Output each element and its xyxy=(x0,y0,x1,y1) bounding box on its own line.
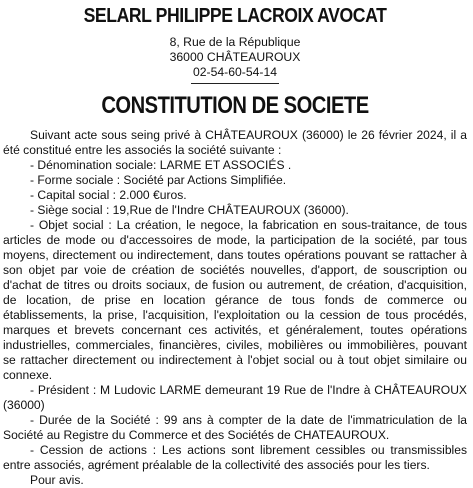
capital-item: - Capital social : 2.000 €uros. xyxy=(30,188,187,202)
address-street: 8, Rue de la République xyxy=(169,35,301,49)
siege-item: - Siège social : 19,Rue de l'Indre CHÂTEAUROUX (36000). xyxy=(30,203,349,217)
duree-item: - Durée de la Société : 99 ans à compter de la date de l'immatriculation de la Société au Registre du Commerce et des Sociétés de CHATEAUROUX. xyxy=(3,413,467,442)
objet-item: - Objet social : La création, le negoce, la fabrication en sous-traitance, de tous articles de mode ou d'accessoires de mode, la participation de la société, par tous moyens, directement ou indirectement, dans toutes opérations pouvant se rattacher à son objet par voie de création de sociétés nouvelles, d'apport, de souscription ou d'achat de titres ou droits sociaux, de fusion ou autrement, de création, d'acquisition, de location, de prise en location gérance de tous fonds de commerce ou établissements, la prise, l'acquisition, l'exploitation ou la cession de tous procédés, marques et brevets concernant ces activités, et généralement, toutes opérations industrielles, commerciales, financières, civiles, mobilières ou immobilières, pouvant se rattacher directement ou indirectement à l'objet social ou à tout objet similaire ou connexe. xyxy=(3,218,467,382)
denomination-item: - Dénomination sociale: LARME ET ASSOCIÉS . xyxy=(30,158,292,172)
notice-title: CONSTITUTION DE SOCIETE xyxy=(101,92,369,119)
cession-item: - Cession de actions : Les actions sont librement cessibles ou transmissibles entre associés, agrément préalable de la collectivité des associés pour les tiers. xyxy=(3,443,467,472)
address-city: 36000 CHÂTEAUROUX xyxy=(169,50,301,64)
phone-number: 02-54-60-54-14 xyxy=(192,65,277,79)
closing-line: Pour avis. xyxy=(30,473,84,487)
firm-name: SELARL PHILIPPE LACROIX AVOCAT xyxy=(83,4,387,27)
intro-paragraph: Suivant acte sous seing privé à CHÂTEAUROUX (36000) le 26 février 2024, il a été constitué entre les associés la société suivante : xyxy=(3,128,467,157)
firm-address xyxy=(3,35,467,80)
notice-body xyxy=(3,128,467,488)
header-divider xyxy=(191,83,279,84)
president-item: - Président : M Ludovic LARME demeurant 19 Rue de l'Indre à CHÂTEAUROUX (36000) xyxy=(3,383,467,412)
forme-item: - Forme sociale : Société par Actions Simplifiée. xyxy=(30,173,287,187)
